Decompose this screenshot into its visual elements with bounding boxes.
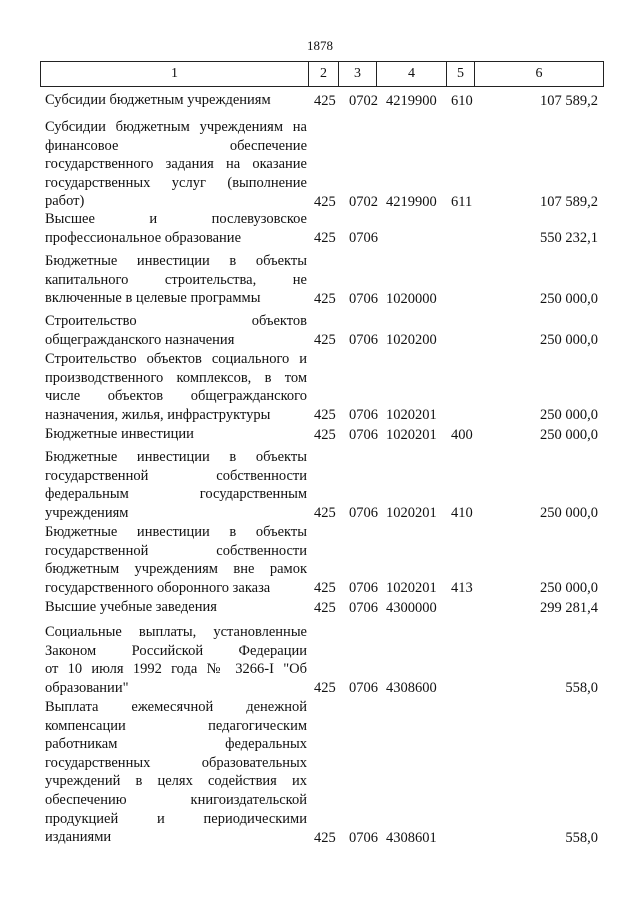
row-name-line: работникам федеральных	[45, 736, 307, 753]
table-row	[0, 598, 640, 617]
row-name	[45, 425, 307, 444]
row-col-4: 4308601	[386, 829, 437, 846]
row-col-3: 0706	[349, 505, 378, 522]
row-col-5: 400	[451, 426, 473, 443]
row-name-line: обеспечению книгоиздательской	[45, 791, 307, 808]
row-name-line: государственного оборонного заказа	[45, 579, 271, 596]
row-name-line: Бюджетные инвестиции	[45, 426, 194, 442]
row-name	[45, 698, 307, 847]
table-row	[0, 312, 640, 349]
row-col-3: 0706	[349, 580, 378, 597]
row-col-2: 425	[314, 230, 336, 247]
table-row	[0, 91, 640, 110]
row-col-2: 425	[314, 426, 336, 443]
row-name-line: Субсидии бюджетным учреждениям	[45, 92, 271, 108]
column-header-5: 5	[447, 62, 475, 87]
row-name-line: включенные в целевые программы	[45, 290, 261, 307]
row-col-2: 425	[314, 505, 336, 522]
row-col-5: 410	[451, 505, 473, 522]
row-name-line: изданиями	[45, 829, 112, 846]
row-col-2: 425	[314, 332, 336, 349]
row-name-line: финансовое обеспечение	[45, 137, 307, 154]
row-col-4: 4219900	[386, 194, 437, 210]
row-name-line: Строительство объектов социального и	[45, 351, 307, 367]
row-col-6: 250 000,0	[540, 407, 598, 424]
row-col-4: 4308600	[386, 680, 437, 697]
row-name	[45, 623, 307, 697]
row-name-line: от 10 июля 1992 года № 3266-I "Об	[45, 661, 307, 678]
row-col-4: 1020200	[386, 332, 437, 349]
row-col-6: 299 281,4	[540, 599, 598, 616]
table-row	[0, 210, 640, 247]
row-col-4: 4219900	[386, 92, 437, 109]
row-name-line: учреждениям	[45, 504, 129, 521]
column-header-3: 3	[339, 62, 377, 87]
table-row	[0, 350, 640, 424]
row-col-5: 611	[451, 194, 473, 210]
row-name-line: образовании"	[45, 679, 129, 696]
row-name	[45, 350, 307, 424]
row-name-line: Выплата ежемесячной денежной	[45, 699, 307, 715]
row-col-3: 0706	[349, 829, 378, 846]
row-name-line: производственного комплексов, в том	[45, 369, 307, 386]
row-col-6: 250 000,0	[540, 290, 598, 307]
table-row	[0, 118, 640, 211]
column-header-4: 4	[377, 62, 447, 87]
row-name-line: учреждений в целях содействия их	[45, 773, 307, 790]
row-name-line: Бюджетные инвестиции в объекты	[45, 449, 307, 465]
row-name-line: компенсации педагогическим	[45, 717, 307, 734]
row-col-3: 0706	[349, 290, 378, 307]
table-row	[0, 698, 640, 847]
row-col-4: 1020201	[386, 426, 437, 443]
row-name-line: Высшие учебные заведения	[45, 599, 217, 615]
row-name-line: Высшее и послевузовское	[45, 211, 307, 227]
row-col-6: 558,0	[565, 680, 598, 697]
row-name-line: Законом Российской Федерации	[45, 642, 307, 659]
row-col-4: 1020000	[386, 290, 437, 307]
row-name-line: капитального строительства, не	[45, 271, 307, 288]
row-name-line: общегражданского назначения	[45, 331, 235, 348]
row-col-4: 4300000	[386, 599, 437, 616]
row-col-3: 0706	[349, 680, 378, 697]
row-col-6: 107 589,2	[540, 194, 598, 210]
row-name-line: государственной собственности	[45, 467, 307, 484]
row-name-line: профессиональное образование	[45, 229, 242, 246]
table-row	[0, 523, 640, 597]
row-col-2: 425	[314, 680, 336, 697]
row-name-line: числе объектов общегражданского	[45, 388, 307, 405]
row-col-5: 413	[451, 580, 473, 597]
row-name	[45, 598, 307, 617]
row-col-2: 425	[314, 580, 336, 597]
row-col-6: 107 589,2	[540, 92, 598, 109]
row-col-3: 0706	[349, 332, 378, 349]
row-name-line: продукцией и периодическими	[45, 810, 307, 827]
table-row	[0, 425, 640, 444]
row-col-3: 0706	[349, 426, 378, 443]
table-row	[0, 448, 640, 522]
row-name	[45, 523, 307, 597]
row-name-line: Бюджетные инвестиции в объекты	[45, 253, 307, 269]
row-col-3: 0706	[349, 599, 378, 616]
row-col-2: 425	[314, 829, 336, 846]
row-name-line: государственных образовательных	[45, 754, 307, 771]
row-name	[45, 312, 307, 349]
row-name	[45, 210, 307, 247]
row-col-3: 0702	[349, 194, 378, 210]
row-name	[45, 118, 307, 211]
row-name-line: Строительство объектов	[45, 313, 307, 329]
table-row	[0, 252, 640, 308]
row-col-4: 1020201	[386, 505, 437, 522]
row-name-line: Бюджетные инвестиции в объекты	[45, 524, 307, 540]
row-col-2: 425	[314, 92, 336, 109]
row-name	[45, 91, 307, 110]
row-name-line: государственного задания на оказание	[45, 156, 307, 173]
row-col-6: 250 000,0	[540, 580, 598, 597]
row-name-line: Социальные выплаты, установленные	[45, 624, 307, 640]
row-col-2: 425	[314, 599, 336, 616]
row-col-6: 250 000,0	[540, 426, 598, 443]
row-name-line: государственной собственности	[45, 542, 307, 559]
row-name-line: государственных услуг (выполнение	[45, 174, 307, 191]
row-col-2: 425	[314, 194, 336, 210]
row-col-5: 610	[451, 92, 473, 109]
row-col-2: 425	[314, 290, 336, 307]
row-col-3: 0706	[349, 407, 378, 424]
column-header-2: 2	[309, 62, 339, 87]
row-col-6: 250 000,0	[540, 332, 598, 349]
column-header-1: 1	[41, 62, 309, 87]
column-header-6: 6	[475, 62, 604, 87]
row-name	[45, 252, 307, 308]
row-name-line: работ)	[45, 193, 85, 210]
table-row	[0, 623, 640, 697]
row-col-4: 1020201	[386, 580, 437, 597]
row-col-6: 250 000,0	[540, 505, 598, 522]
row-col-6: 558,0	[565, 829, 598, 846]
row-col-4: 1020201	[386, 407, 437, 424]
row-name-line: бюджетным учреждениям вне рамок	[45, 561, 307, 578]
row-name-line: назначения, жилья, инфраструктуры	[45, 406, 271, 423]
row-name	[45, 448, 307, 522]
row-col-6: 550 232,1	[540, 230, 598, 247]
page-number: 1878	[307, 38, 333, 53]
row-name-line: Субсидии бюджетным учреждениям на	[45, 119, 307, 135]
row-col-3: 0706	[349, 230, 378, 247]
row-col-3: 0702	[349, 92, 378, 109]
row-col-2: 425	[314, 407, 336, 424]
row-name-line: федеральным государственным	[45, 486, 307, 503]
